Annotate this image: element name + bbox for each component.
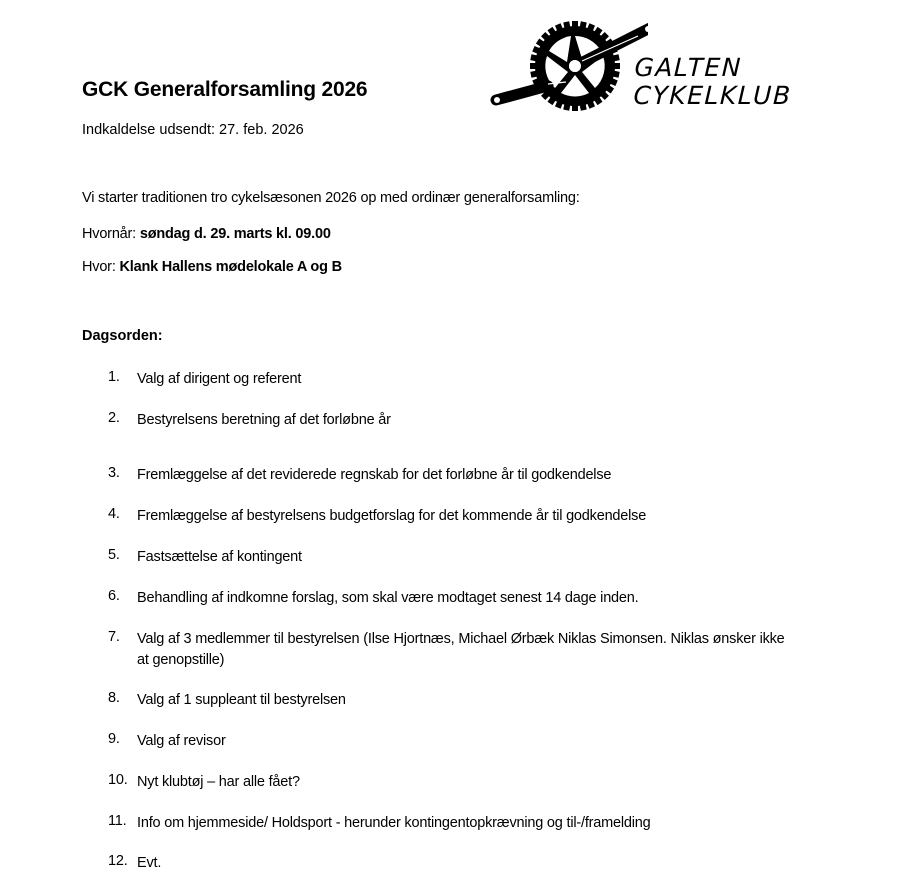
agenda-item-number: 4.: [108, 506, 120, 522]
when-line: [82, 226, 331, 242]
chainring-tooth: [530, 63, 538, 69]
agenda-item-text: Fremlæggelse af det reviderede regnskab for det forløbne år til godkendelse: [137, 467, 612, 483]
where-value: Klank Hallens mødelokale A og B: [119, 259, 342, 275]
chainring-tooth: [572, 21, 578, 29]
logo-wordmark: [633, 54, 793, 110]
agenda-item-number: 11.: [108, 813, 127, 829]
agenda-item-text: Valg af 1 suppleant til bestyrelsen: [137, 692, 346, 708]
agenda-item-text: Behandling af indkomne forslag, som skal være modtaget senest 14 dage inden.: [137, 590, 639, 606]
agenda-item-text: Info om hjemmeside/ Holdsport - herunder kontingentopkrævning og til-/framelding: [137, 815, 651, 831]
where-line: [82, 259, 342, 275]
logo-line-1: GALTEN: [634, 53, 743, 82]
agenda-item-number: 2.: [108, 410, 120, 426]
agenda-item-text: Valg af revisor: [137, 733, 226, 749]
agenda-item-text: Nyt klubtøj – har alle fået?: [137, 774, 300, 790]
agenda-item-text: Valg af dirigent og referent: [137, 371, 302, 387]
agenda-item-text: Evt.: [137, 855, 162, 871]
agenda-item-number: 10.: [108, 772, 128, 788]
when-value: søndag d. 29. marts kl. 09.00: [139, 226, 331, 242]
agenda-item-number: 9.: [108, 731, 120, 747]
where-label: Hvor:: [82, 259, 120, 275]
agenda-item-number: 5.: [108, 547, 120, 563]
agenda-item-number: 1.: [108, 369, 120, 385]
agenda-item-text: Fastsættelse af kontingent: [137, 549, 302, 565]
agenda-item-text: Bestyrelsens beretning af det forløbne år: [137, 412, 391, 428]
chainring-tooth: [612, 63, 620, 69]
chainring-tooth: [572, 103, 578, 111]
bicycle-crankset-icon: [488, 14, 648, 114]
agenda-heading: Dagsorden:: [82, 328, 163, 344]
agenda-item-text: Fremlæggelse af bestyrelsens budgetforslag for det kommende år til godkendelse: [137, 508, 647, 524]
intro-text: Vi starter traditionen tro cykelsæsonen 2026 op med ordinær generalforsamling:: [82, 190, 580, 206]
club-logo: [488, 14, 818, 114]
when-label: Hvornår:: [82, 226, 140, 242]
logo-line-2: CYKELKLUB: [633, 81, 793, 110]
agenda-item-text: Valg af 3 medlemmer til bestyrelsen (Ilse Hjortnæs, Michael Ørbæk Niklas Simonsen. Niklas ønsker ikke at genopstille): [137, 631, 785, 668]
agenda-item-number: 8.: [108, 690, 120, 706]
agenda-item-number: 6.: [108, 588, 120, 604]
sent-date: Indkaldelse udsendt: 27. feb. 2026: [82, 122, 304, 138]
agenda-item-number: 3.: [108, 465, 120, 481]
document-title: GCK Generalforsamling 2026: [82, 78, 368, 101]
agenda-item-number: 7.: [108, 629, 120, 645]
agenda-item-number: 12.: [108, 853, 128, 869]
